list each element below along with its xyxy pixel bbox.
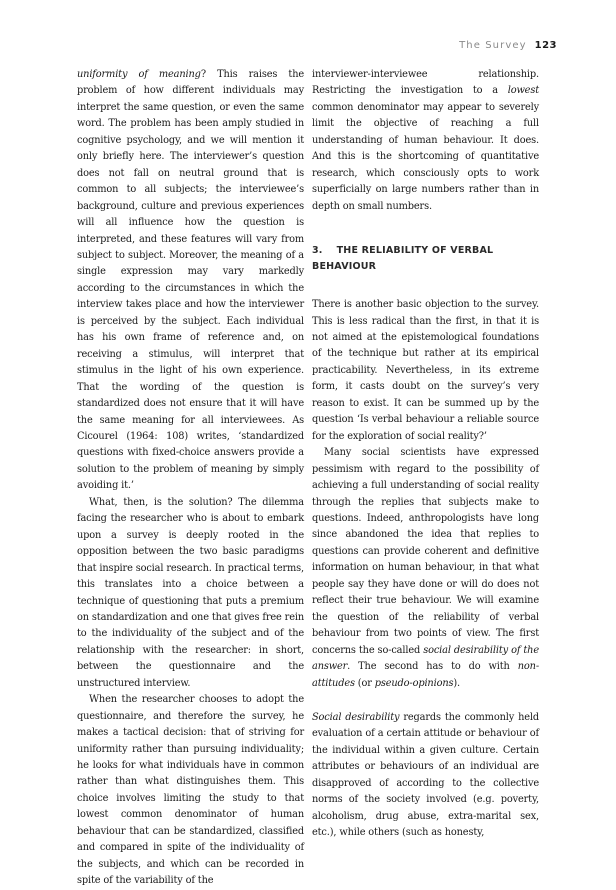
italic-term: non-attitudes [312, 661, 539, 689]
italic-term: pseudo-opinions [374, 677, 454, 689]
left-column [77, 67, 304, 890]
paragraph: uniformity of meaning? This raises the problem of how different individuals may interpret the same question, or even the same word. The problem has been amply studied in cognitive psychology, and we will mention it only briefly here. The interviewer’s question does not fall on neutral ground that is common to all subjects; the interviewee’s background, culture and previous experiences will all influence how the question is interpreted, and these features will vary from subject to subject. Moreover, the meaning of a single expression may vary markedly according to the circumstances in which the interview takes place and how the interviewer is perceived by the subject. Each individual has his own frame of reference and, on receiving a stimulus, will interpret that stimulus in the light of his own experience. That the wording of the question is standardized does not ensure that it will have the same meaning for all interviewees. As Cicourel (1964: 108) writes, ‘standardized questions with fixed-choice answers provide a solution to the problem of meaning by simply avoiding it.’ [77, 69, 304, 492]
italic-term: social desirability of the answer [312, 644, 539, 673]
paragraph: There is another basic objection to the survey. This is less radical than the first, in that it is not aimed at the epistemological foundations of the technique but rather at its empirical practicability. Nevertheless, in its extreme form, it casts doubt on the survey’s very reason to exist. It can be summed up by the question ‘Is verbal behaviour a reliable source for the exploration of social reality?’ [312, 299, 539, 442]
right-column [312, 67, 539, 842]
paragraph: What, then, is the solution? The dilemma facing the researcher who is about to embark upon a survey is deeply rooted in the opposition between the two basic paradigms that inspire social research. In practical terms, this translates into a choice between a technique of questioning that puts a premium on standardization and one that gives free rein to the individuality of the subject and of the relationship with the researcher: in short, between the questionnaire and the unstructured interview. [77, 496, 304, 689]
paragraph: interviewer-interviewee relationship. Restricting the investigation to a lowest common denominator may appear to severely limit the objective of reaching a full understanding of human behaviour. It does. And this is the shortcoming of quantitative research, which consciously opts to work superficially on large numbers rather than in depth on small numbers. [312, 69, 539, 212]
paragraph: When the researcher chooses to adopt the questionnaire, and therefore the survey, he makes a tactical decision: that of striving for uniformity rather than pursuing individuality; he looks for what individuals have in common rather than what distinguishes them. This choice involves limiting the study to that lowest common denominator of human behaviour that can be standardized, classified and compared in spite of the individuality of the subjects, and which can be recorded in spite of the variability of the [77, 694, 304, 887]
italic-term: uniformity of meaning [77, 69, 201, 80]
section-heading [312, 243, 539, 275]
paragraph: Many social scientists have expressed pessimism with regard to the possibility of achieving a full understanding of social reality through the replies that subjects make to questions. Indeed, anthropologists have long since abandoned the idea that replies to questions can provide coherent and definitive information on human behaviour, in that what people say they have done or will do does not reflect their true behaviour. We will examine the question of the reliability of verbal behaviour from two points of view. The first concerns the so-called social desirability of the answer. The second has to do with non-attitudes (or pseudo-opinions). [312, 447, 539, 689]
italic-term: Social desirability [312, 711, 400, 723]
page-number: 123 [534, 40, 557, 51]
italic-term: lowest [507, 85, 539, 97]
running-head [459, 40, 557, 51]
section-title: THE RELIABILITY OF VERBAL BEHAVIOUR [312, 245, 494, 273]
running-title: The Survey [459, 40, 527, 51]
paragraph: Social desirability regards the commonly held evaluation of a certain attitude or behaviour of the individual within a given culture. Certain attributes or behaviours of an individual are disapproved of according to the collective norms of the society involved (e.g. poverty, alcoholism, drug abuse, extra-marital sex, etc.), while others (such as honesty, [312, 711, 539, 839]
section-number: 3. [312, 245, 323, 257]
